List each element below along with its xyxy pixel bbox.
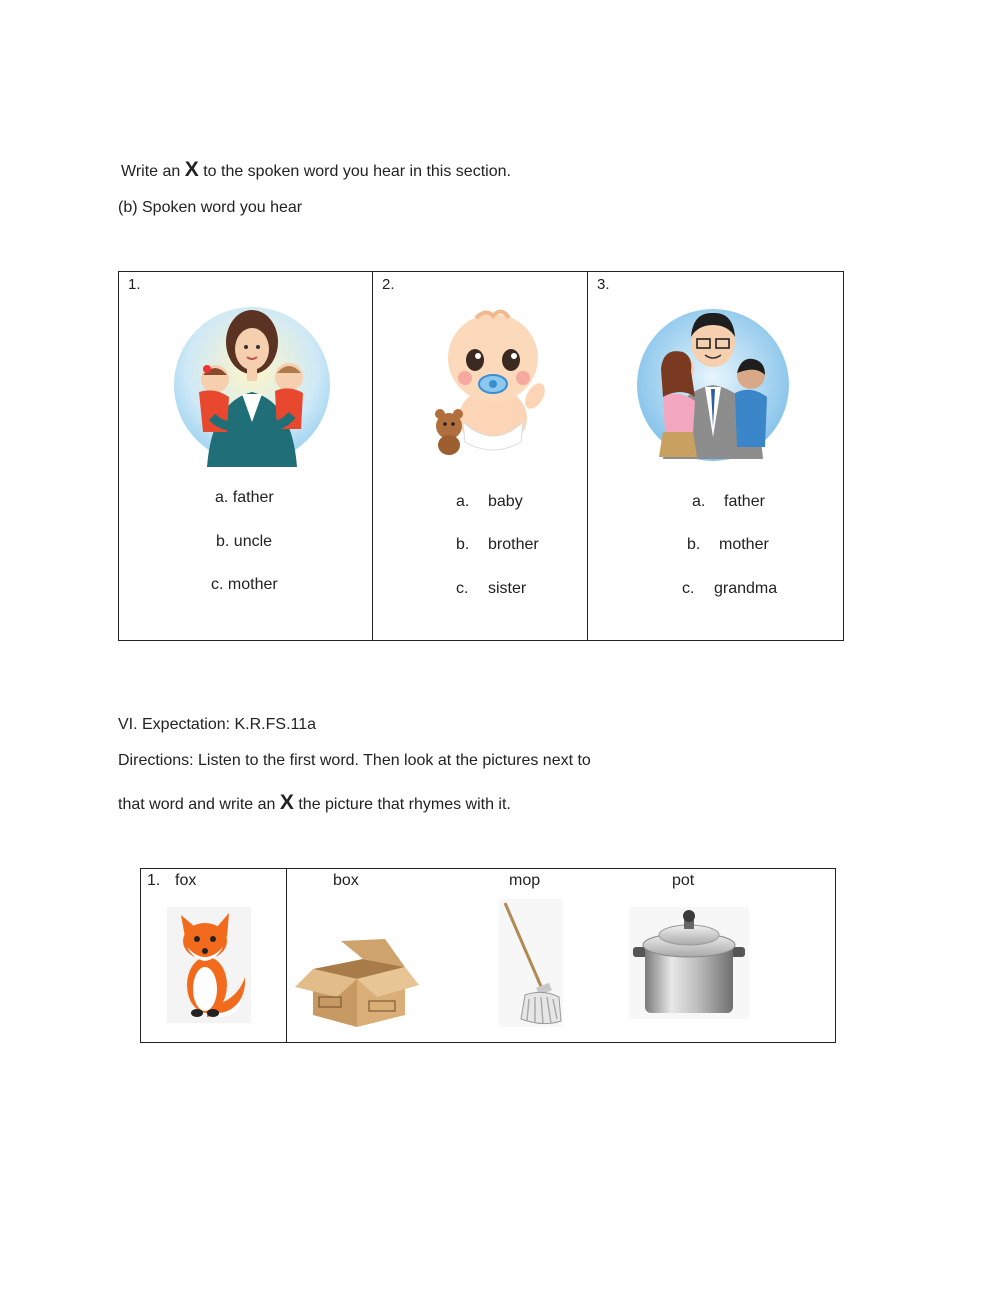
instruction-text-before: Write an [121, 163, 181, 180]
option-a[interactable] [456, 493, 523, 511]
question-cell-2 [373, 272, 588, 641]
directions-line-2 [118, 791, 511, 815]
question-number: 3. [597, 276, 610, 293]
choice-word-pot: pot [672, 872, 695, 889]
section-subtitle: (b) Spoken word you hear [118, 199, 303, 216]
directions-text-before: that word and write an [118, 796, 276, 813]
baby-image [431, 300, 551, 460]
option-letter: a. [456, 493, 470, 510]
question-number: 1. [128, 276, 141, 293]
spoken-word-table [118, 271, 844, 641]
option-letter: c. [456, 580, 469, 597]
option-word: baby [488, 493, 523, 510]
option-word: sister [488, 580, 527, 597]
option-letter: c. [682, 580, 695, 597]
option-letter: a. [692, 493, 706, 510]
rhyme-target-cell [141, 869, 287, 1043]
option-b[interactable]: b. uncle [216, 533, 273, 550]
question-cell-1 [119, 272, 373, 641]
fox-image [167, 907, 251, 1023]
rhyme-number: 1. [147, 872, 161, 889]
x-mark: X [184, 158, 199, 181]
option-b[interactable] [456, 536, 539, 554]
choice-word-box: box [333, 872, 359, 889]
instruction-text-after: to the spoken word you hear in this section. [203, 163, 511, 180]
option-word: mother [719, 536, 769, 553]
section-heading: VI. Expectation: K.R.FS.11a [118, 716, 317, 733]
option-c[interactable] [456, 580, 526, 598]
father-hugging-children-image [633, 297, 793, 462]
option-b[interactable] [687, 536, 769, 554]
choice-word-mop: mop [509, 872, 541, 889]
option-letter: b. [687, 536, 701, 553]
option-a[interactable]: a. father [215, 489, 274, 506]
option-word: grandma [714, 580, 778, 597]
mother-with-babies-image [167, 297, 337, 467]
question-number: 2. [382, 276, 395, 293]
rhyme-choices-cell [287, 869, 836, 1043]
option-c[interactable]: c. mother [211, 576, 278, 593]
option-word: brother [488, 536, 539, 553]
option-c[interactable] [682, 580, 777, 598]
option-a[interactable] [692, 493, 765, 511]
rhyme-table [140, 868, 836, 1043]
mop-image[interactable] [499, 899, 563, 1027]
option-letter: b. [456, 536, 470, 553]
cooking-pot-image[interactable] [629, 907, 749, 1019]
question-cell-3 [588, 272, 844, 641]
directions-text-after: the picture that rhymes with it. [298, 796, 511, 813]
cardboard-box-image[interactable] [293, 939, 421, 1029]
target-word: fox [175, 872, 197, 889]
option-word: father [724, 493, 765, 510]
directions-line-1: Directions: Listen to the first word. Then look at the pictures next to [118, 752, 591, 769]
instruction-line [121, 158, 511, 182]
x-mark: X [279, 791, 294, 814]
